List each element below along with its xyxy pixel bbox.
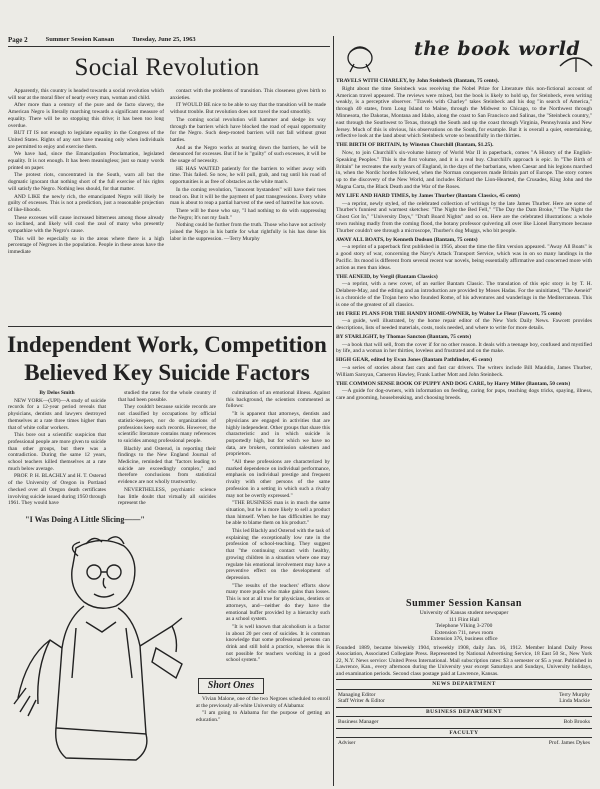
editorial-paragraph: We have had, since the Emancipation Proclamation, legislated equality. It is not enough. It has been meaningless; just so many words printed on paper. [8,151,164,171]
book-entry-title: HIGH GEAR, edited by Evan Jones (Bantam Pathfinder, 45 cents) [336,357,493,364]
story-column-1 [8,390,106,512]
business-department-heading: BUSINESS DEPARTMENT [336,707,592,718]
masthead-phone: Extension 376, business office [430,636,498,642]
issue-date: Tuesday, June 25, 1963 [132,36,196,43]
book-entry-title: THE COMMON SENSE BOOK OF PUPPY AND DOG CARE, by Harry Miller (Bantam, 50 cents) [336,380,571,387]
editorial-paragraph: HE HAS WAITED patiently for the barriers to wither away with time. This failed. So now, he will pull, grab, and tug until his road of opportunities is as free of obstacles as the white man's. [170,165,326,186]
editorial-paragraph: There will be those who say, "I had nothing to do with suppressing the Negro; It's not my fault." [170,207,326,221]
editorial-column-2 [170,88,326,324]
masthead-phone: Telephone VIking 3-2700 [435,623,493,629]
short-ones-paragraph: Vivian Malone, one of the two Negroes scheduled to enroll at the previously all-white University of Alabama: [196,696,330,709]
story-headline-line-1: Independent Work, Competition [7,332,327,357]
masthead-info: Founded 1889, became biweekly 1904, triweekly 1908, daily Jan. 16, 1912. Member Inland Daily Press Association, Associated Collegiate Press. Represented by National Advertising Service, 18 East 50 St., New York 22, N.Y. News service: United Press International. Mail subscription rates: $3 a semester or $5 a year. Published in Lawrence, Kan., every afternoon during the University year except Saturdays and Sundays, University holidays, and examination periods. Second class postage paid at Lawrence, Kansas. [336,644,592,677]
book-entry-body: —A guide for dog-owners, with information on feeding, caring for pups, teaching dogs tricks, spaying, illness, care and grooming, housebreaking, and choosing breeds. [336,388,592,402]
short-ones-column [196,696,330,786]
story-paragraph: "It is well known that alcoholism is a factor in about 20 per cent of suicides. It is common knowledge that some professional persons can drink and still hold a practice, whereas this is not possible for teachers working in a good school system." [226,623,330,664]
book-entry-title: MY LIFE AND HARD TIMES, by James Thurber (Bantam Classics, 45 cents) [336,192,520,199]
editorial-column-1 [8,88,164,324]
page-header [8,36,330,47]
masthead-address: 111 Flint Hall [448,616,480,623]
story-paragraph: NEVERTHELESS, psychiatric science has little doubt that virtually all suicides represent the [118,486,216,507]
book-entry-body: —a reprint, newly styled, of the celebrated collection of writings by the late James Thurber. Here are some of Thurber's funniest and warmest sketches: "The Night the Bed Fell," "The Day the Dam Broke," "The Night the Ghost Got In," "University Days," "Draft Board Nights" and so on. Here are the celebrated illustrations: a whole town rushing madly from the coming flood, the botany professor quivering all over like Lionel Barrymore because Thurber couldn't see through a microscope, Thurber's dog Muggs, who bit people. [336,200,592,234]
staff-role: Business Manager [338,719,379,725]
staff-name: Prof. James Dykes [548,740,590,746]
story-paragraph: Blachly and Osterud, in reporting their findings to the New England Journal of Medicine, reminded that "factors leading to suicide are exceedingly complex," and therefore conclusions from statistical evidence are not wholly trustworthy. [118,445,216,486]
editorial-paragraph: This will be especially so in the areas where there is a high percentage of Negroes in the population. People in these areas have the immediate [8,235,164,256]
section-divider [8,326,332,327]
editorial-paragraph: And as the Negro works at tearing down the barriers, he will be denounced for excesses. But if he is "guilty" of such excesses, it will be the usage of necessity. [170,144,326,165]
editorial-paragraph: contact with the problems of transition. This closeness gives birth to anxieties. [170,88,326,101]
column-rule [333,36,334,786]
page-number: Page 2 [8,36,28,44]
story-paragraph: They couldn't because suicide records are not classified by occupations by official statistic-keepers, nor do organizations of professions keep such records. However, the scientific literature contains many references to suicides among professional people. [118,404,216,444]
story-paragraph: studied the rates for the whole country if that had been possible. [118,390,216,403]
masthead [336,598,592,747]
book-world-title: the book world [414,38,581,60]
editorial-paragraph: IT WOULD BE nice to be able to say that the transition will be made without trouble. But revolution does not travel the road smoothly. [170,102,326,116]
staff-row [336,740,592,747]
staff-row [336,698,592,705]
staff-name: Bob Brooks [563,719,590,725]
editorial-paragraph: After more than a century of the pure and de facto slavery, the American Negro is literally marching towards a significant measure of equality. There will be no stopping this drive; it has been too long overdue. [8,102,164,129]
staff-role: Staff Writer & Editor [338,698,385,704]
staff-name: Linda Mackie [559,698,590,704]
book-entry-body: —a reprint, with a new cover, of an earlier Bantam Classic. The translation of this epic story is by T. H. Delabere-May, and the editing and an introduction are provided by Moses Hadas. For the uninitiated, "The Aeneid" is a chronicle of the Trojan hero who founded Rome, of his adventures and wanderings in the Mediterranean. This is one of the greatest of all classics. [336,281,592,308]
staff-role: Managing Editor [338,691,376,698]
paper-name: Summer Session Kansan [45,36,115,43]
short-ones-label: Short Ones [198,678,264,694]
story-headline-line-2: Believed Key Suicide Factors [24,360,310,385]
editorial-paragraph: The coming social revolution will hammer and sledge its way through the barriers which have blocked the road of equal opportunity for the Negro. Such deep-rooted barriers will not fall without great battles. [170,116,326,143]
editorial-paragraph: BUT IT IS not enough to legislate equality in the Congress of the United States. Rights of any sort have meaning only when individuals are permitted to enjoy and exercise them. [8,130,164,150]
editorial-headline: Social Revolution [74,54,260,81]
story-column-2 [118,390,216,512]
book-entry-title: AWAY ALL BOATS, by Kenneth Dodson (Bantam, 75 cents) [336,236,478,243]
staff-role: Adviser [338,740,356,746]
masthead-phone: Extension 711, news room [434,629,494,636]
book-entry-title: TRAVELS WITH CHARLEY, by John Steinbeck (Bantam, 75 cents). [336,78,499,84]
editorial-paragraph: Nothing could be further from the truth. Those who have not actively joined the Negro in his battle for what rightfully is his has done his labor in the suppression. —Terry Murphy [170,222,326,242]
story-paragraph: This led Blachly and Osterud with the task of explaining the exceptionally low rate in the profession of school-teaching. They suggest that "the continuing contact with healthy, growing children in a situation where one may regulate his emotional involvement may have a preventive effect on the development of depression. [226,528,330,581]
book-world-column [336,76,592,403]
book-entry-title: BY STARLIGHT, by Thomas Sancton (Bantam, 75 cents) [336,333,472,340]
book-entry-body: —a series of stories about fast cars and fast car drivers. The writers include Bill Mauldin, James Thurber, William Saroyan, Cameron Hawley, Frank Luther Mott and John Steinbeck. [336,365,592,378]
story-paragraph: "The results of the teachers' efforts show many more pupils who make gains than losses. This is not at all true for physicians, dentists or attorneys, and—neither do they have the emotional buffer provided by a hierarchy such as a school system. [226,582,330,623]
story-byline: By Delos Smith [39,390,75,396]
book-entry-title: 101 FREE PLANS FOR THE HANDY HOME-OWNER, by Walter Le Fleur (Fawcett, 75 cents) [336,310,562,317]
story-paragraph: "THE BUSINESS man is in much the same situation, but he is more likely to sell a product than himself. When he has difficulties he may be able to blame them on his product." [226,500,330,527]
story-paragraph: culmination of an emotional illness. Against this background, the scientists commented as follows: [226,390,330,410]
story-paragraph: PROF. P. H. BLACHLY and H. T. Osterud of the University of Oregon in Portland checked over all Oregon death certificates involving suicide issued during 1950 through 1961. They would have [8,473,106,507]
story-paragraph: "All these professions are characterized by marked dependence on individual performance, emphasis on individual prestige and frequent rivalry with other persons of the same profession in a setting in which such a rivalry may not be overtly expressed." [226,459,330,499]
book-entry-body: Right about the time Steinbeck was receiving the Nobel Prize for Literature this non-fictional account of American travel appeared. The reviews were mixed, but the book is likely to hold up, for Steinbeck, even writing weakly, is a perceptive observer. "Travels with Charley" takes Steinbeck and his dog "in search of America," through 40 states, from Long Island to Maine, through the Midwest to Chicago, to the Northwest through Minnesota, the Dakotas, Montana and Idaho, along the coast to San Francisco and Salinas, the "Steinbeck country," east through the Southwest to Texas, through the South and up the coast through Virginia, Pennsylvania and New Jersey. Much of this is obvious, his observations on the South, for example. But it is overall a quiet, entertaining, reflective look at the land about which Steinbeck wrote so beautifully in the thirties. [336,85,592,140]
editorial-paragraph: In the coming revolution, "innocent bystanders" will have their toes tread on. But it will be the payment of past transgressions. Every white man is about to reap a partial harvest of the seed of hatred he has sown. [170,186,326,207]
editorial-paragraph: These excesses will cause increased bitterness among those already so inclined, and likely will cool the zeal of many who presently sympathize with the Negro's cause. [8,214,164,235]
story-paragraph: NEW YORK—(UPI)—A study of suicide records for a 12-year period reveals that physicians, dentists and lawyers destroyed themselves at a rate three times higher than that of white collar workers. [8,397,106,431]
short-ones-paragraph: "I am going to Alabama for the purpose of getting an education." [196,710,330,724]
masthead-tagline: University of Kansas student newspaper [419,610,509,616]
book-entry-title: THE AENEID, by Vergil (Bantam Classics) [336,273,438,280]
cartoon-caption: "I Was Doing A Little Slicing——" [25,515,145,524]
story-paragraph: This bore out a scientific suspicion that professional people are more given to suicide than other groups, but there was a contradiction. During the same 12 years, school teachers killed themselves at a rate much below average. [8,432,106,472]
story-paragraph: "It is apparent that attorneys, dentists and physicians are engaged in activities that are highly independent. Other groups that share this characteristic and in which suicide is purportedly high, but for which we have no data, are brokers, commission salesmen and proprietors. [226,411,330,458]
news-department-heading: NEWS DEPARTMENT [336,679,592,690]
masthead-name: Summer Session Kansan [406,598,522,609]
book-entry-title: THE BIRTH OF BRITAIN, by Winston Churchill (Bantam, $1.25). [336,142,494,149]
staff-row [336,719,592,726]
editorial-cartoon [6,528,192,764]
book-entry-body: —a guide, well illustrated, by the home repair editor of the New York Daily News. Fawcett provides descriptions, lists of needed materials, costs, tools needed, and where to write for more details. [336,318,592,332]
editorial-paragraph: The protest riots, concentrated in the South, warn all but the dogmatic ignorant that nothing short of the full exercise of his rights will satisfy the Negro. Nothing less should, for that matter. [8,172,164,192]
book-entry-body: —a reprint of a paperback first published in 1956, about the time the film version appeared. "Away All Boats" is a good story of war, concerning the Navy's Attack Transport Service, which was in on so many landings in the Pacific. Its mood is different from several recent war novels, being essentially affirmative and concerned more with action as men than ideas. [336,244,592,271]
editorial-paragraph: Apparently, this country is headed towards a social revolution which will tear at the moral fiber of nearly every man, woman and child. [8,88,164,101]
book-entry-body: —a book that will sell, from the cover if for no other reason. It deals with a teenage boy, confused and mystified by life, and a woman in her thirties, loveless and frustrated and on the make. [336,341,592,355]
story-column-3 [226,390,330,676]
faculty-heading: FACULTY [336,728,592,739]
book-entry-body: Now, to join Churchill's six-volume history of World War II in paperback, comes "A History of the English-Speaking Peoples." This is the first volume, and it is a real buy. Churchill's approach is epic. In "The Birth of Britain" he recreates the early years of England, in the days of the barbarians, when Caesar and his legions marched in, when the Nordic hordes followed, when the Norman conquerors made Britain part of Europe. The story comes up to the discovery of the New World, and includes Richard the Lion-Hearted, the Crusades, King John and the Magna Carta, the Black Death and the War of the Roses. [336,149,592,190]
staff-name: Terry Murphy [559,691,590,698]
editorial-paragraph: AND LIKE the newly rich, the emancipated Negro will likely be guilty of excesses. This is not a prediction, just a reasonable projection of like-lihoods. [8,193,164,213]
